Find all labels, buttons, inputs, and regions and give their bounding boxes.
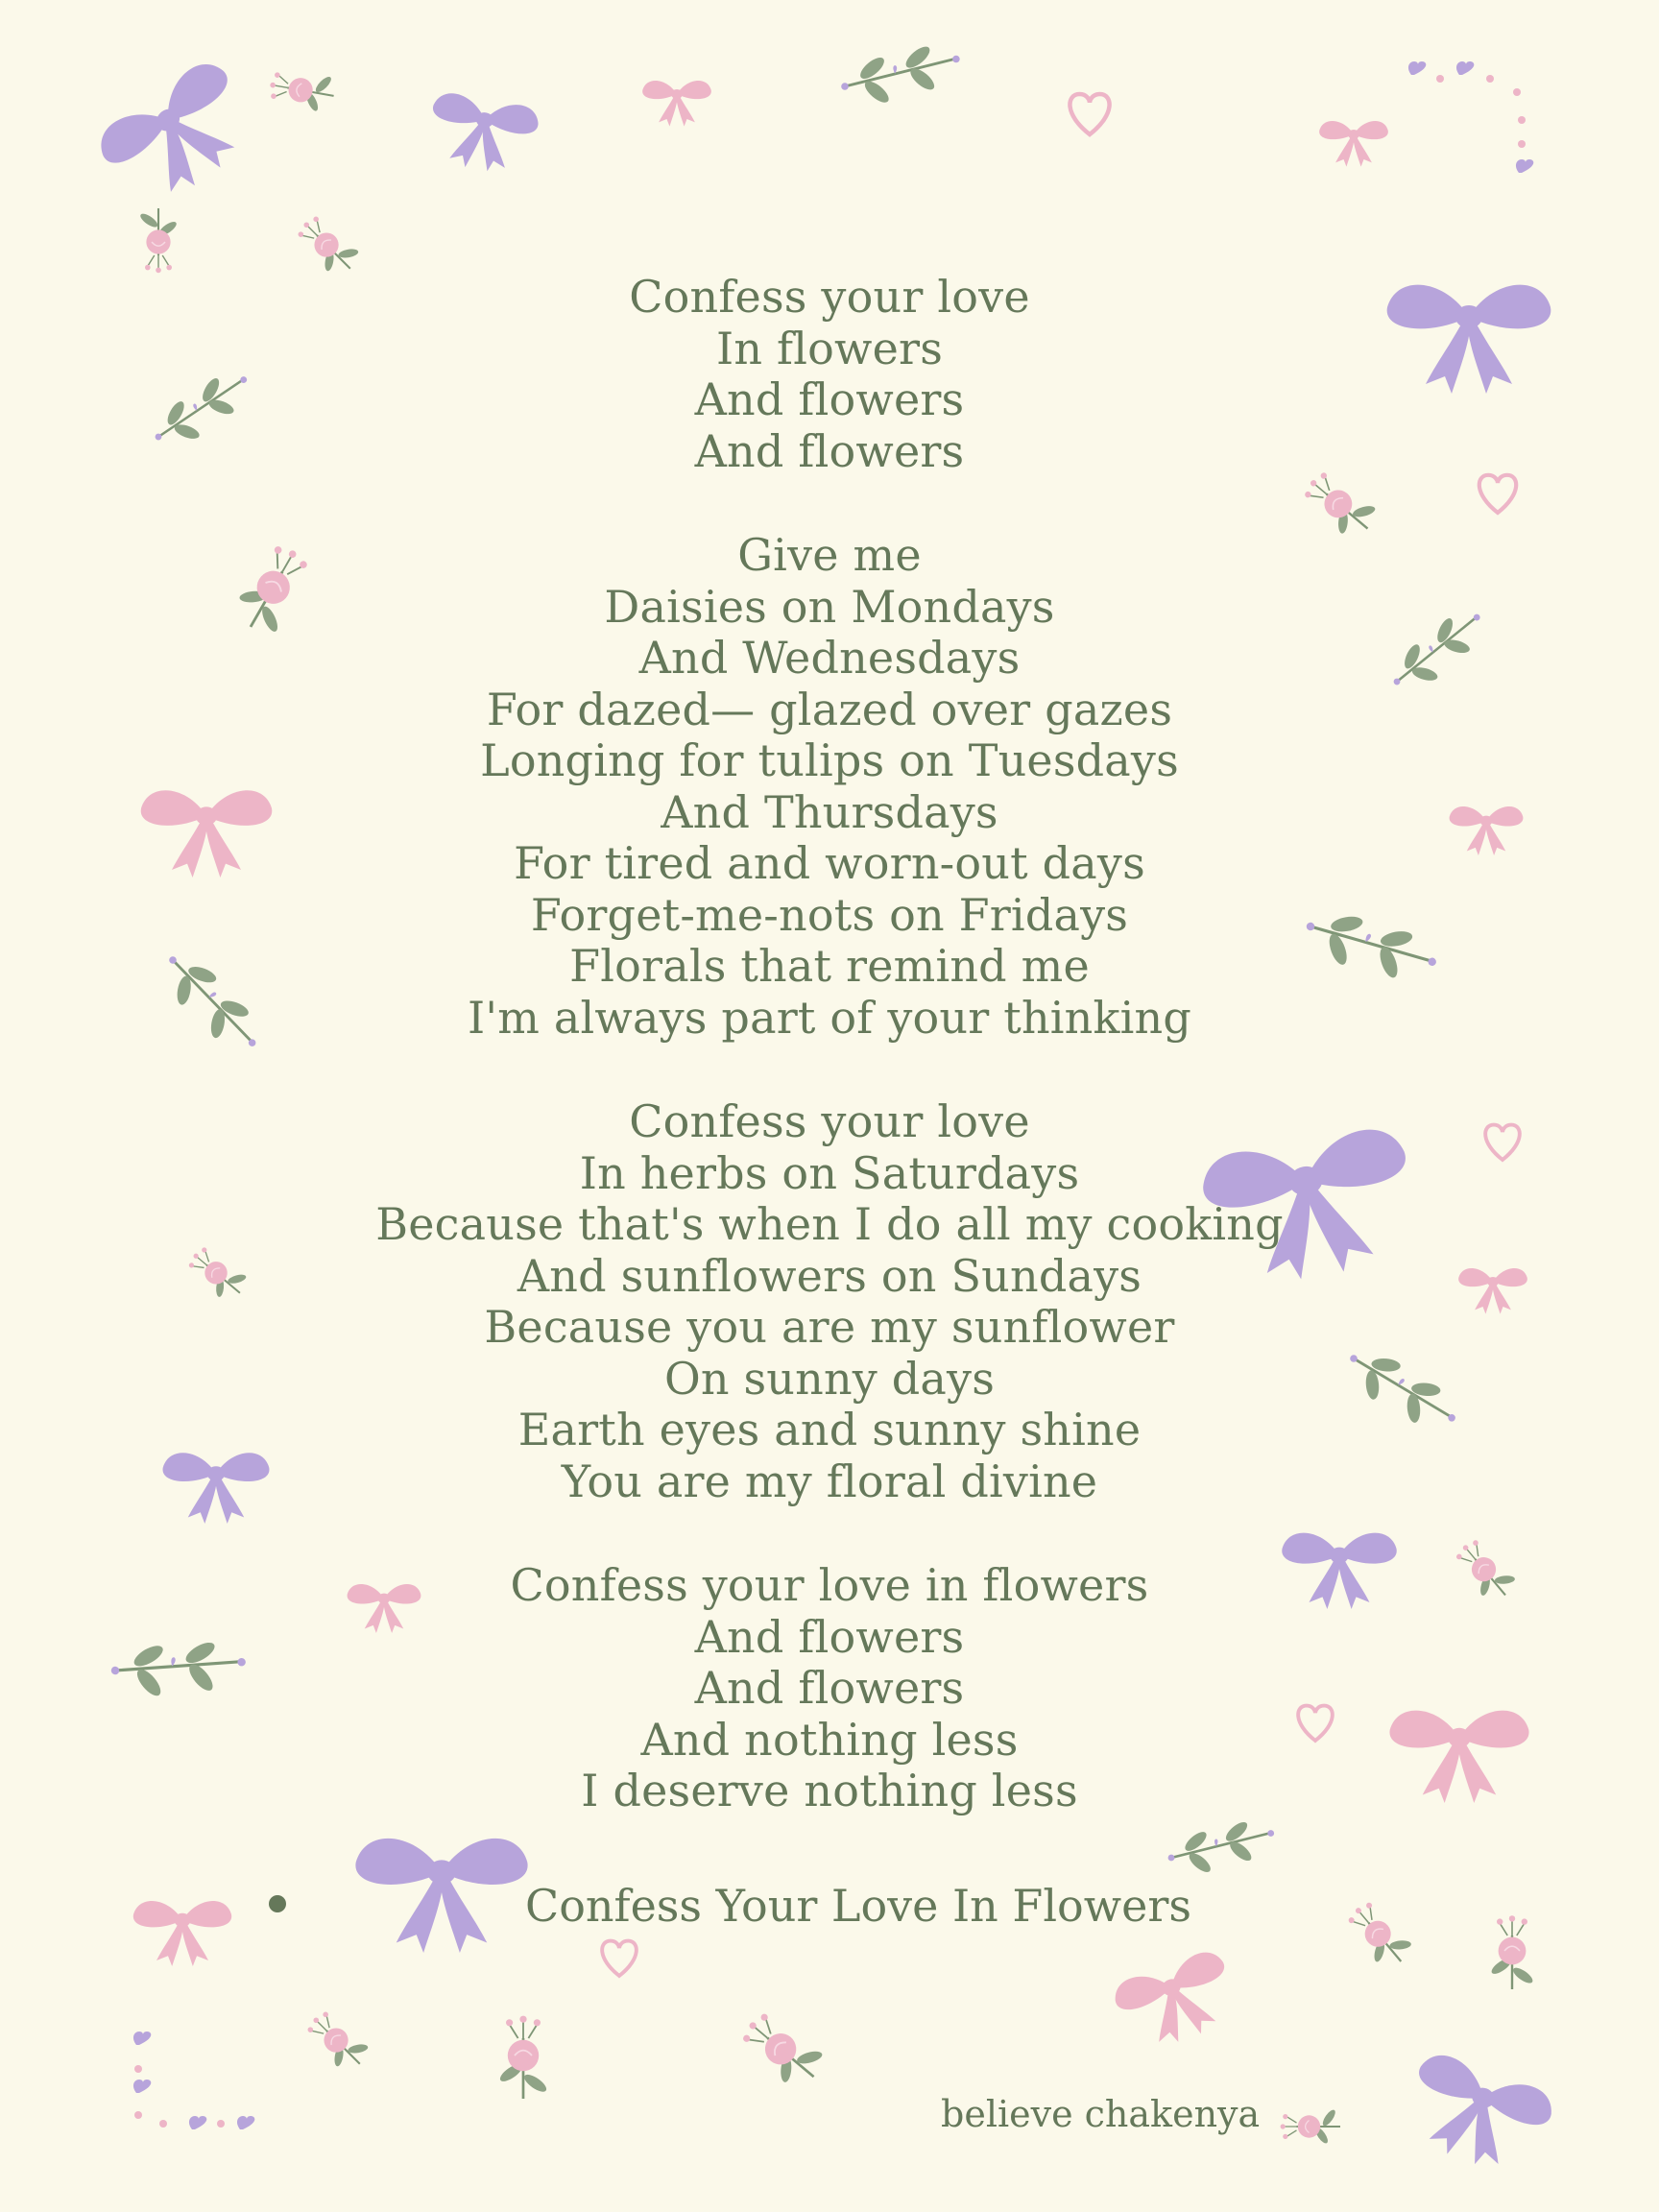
poem-line: For dazed— glazed over gazes xyxy=(486,683,1173,735)
poem-line: I deserve nothing less xyxy=(581,1765,1078,1816)
poem-line: Forget-me-nots on Fridays xyxy=(530,888,1129,941)
bullet-dot-icon xyxy=(269,1895,286,1912)
poem-line: In herbs on Saturdays xyxy=(579,1146,1080,1199)
poem-line: In flowers xyxy=(715,322,944,374)
poem-line: Because that's when I do all my cooking xyxy=(375,1198,1284,1250)
stanza-1 xyxy=(0,272,1659,477)
stanza-3 xyxy=(0,1096,1659,1507)
poem-title: Confess Your Love In Flowers xyxy=(525,1880,1191,1932)
poem-line: Give me xyxy=(737,529,922,581)
poem-line: And flowers xyxy=(694,1662,965,1714)
poem-line: Because you are my sunflower xyxy=(484,1301,1175,1353)
poem-line: Longing for tulips on Tuesdays xyxy=(480,734,1179,786)
poem-line: Confess your love xyxy=(629,271,1030,323)
poem-line: And flowers xyxy=(694,1610,965,1663)
poem-line: And Thursdays xyxy=(661,785,998,838)
bow-decoration xyxy=(1319,121,1388,167)
poem-line: Confess your love xyxy=(629,1095,1030,1147)
poem-line: And sunflowers on Sundays xyxy=(517,1249,1142,1302)
author-signature: believe chakenya xyxy=(941,2093,1261,2135)
poem-line: Daisies on Mondays xyxy=(604,580,1055,633)
poem-line: And flowers xyxy=(694,424,965,477)
bow-decoration xyxy=(423,90,541,179)
bow-decoration xyxy=(91,54,268,219)
title-row xyxy=(269,1872,1390,1939)
bow-decoration xyxy=(1110,1947,1243,2057)
poem-line: You are my floral divine xyxy=(561,1455,1098,1507)
poem-line: For tired and worn-out days xyxy=(514,837,1145,889)
poem-line: Earth eyes and sunny shine xyxy=(517,1404,1142,1455)
poem-body xyxy=(0,272,1659,1870)
poem-line: On sunny days xyxy=(663,1352,996,1405)
poem-line: Confess your love in flowers xyxy=(510,1559,1149,1611)
bow-decoration xyxy=(642,81,711,127)
poem-line: And Wednesdays xyxy=(638,632,1021,684)
poem-line: And nothing less xyxy=(640,1713,1019,1766)
bow-decoration xyxy=(1396,2049,1558,2183)
stanza-2 xyxy=(0,530,1659,1044)
poem-line: Florals that remind me xyxy=(569,940,1090,992)
stanza-4 xyxy=(0,1560,1659,1817)
poem-line: I'm always part of your thinking xyxy=(468,991,1191,1044)
bow-decoration xyxy=(133,1901,231,1966)
poem-line: And flowers xyxy=(694,373,965,425)
